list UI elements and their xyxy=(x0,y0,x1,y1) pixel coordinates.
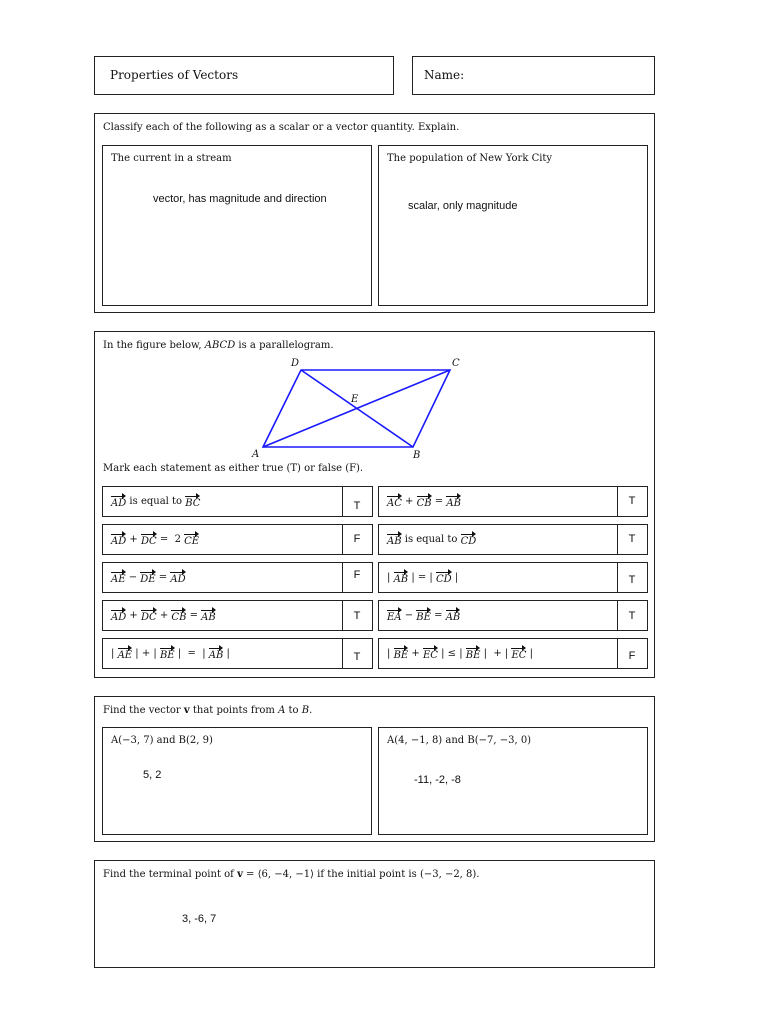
answer-box-3[interactable]: F xyxy=(342,525,371,554)
mark-prompt: Mark each statement as either true (T) or false (F). xyxy=(103,463,364,474)
statement-2 xyxy=(378,486,648,517)
vertex-d-label: D xyxy=(291,358,300,369)
answer-box-8[interactable]: T xyxy=(617,601,646,630)
statement-4 xyxy=(378,524,648,555)
classify-answer-1: vector, has magnitude and direction xyxy=(153,193,327,205)
vertex-b-label: B xyxy=(413,450,421,461)
parallelogram-lines xyxy=(263,370,450,447)
statement-4-text: AB is equal to CD xyxy=(387,534,477,547)
statement-3-text: AD + DC = 2 CE xyxy=(111,534,200,547)
name-label: Name: xyxy=(424,68,465,82)
answer-box-9[interactable]: T xyxy=(342,639,371,668)
classify-question-2: The population of New York City xyxy=(387,153,553,164)
statement-9 xyxy=(102,638,373,669)
find-vector-question-1: A(−3, 7) and B(2, 9) xyxy=(111,735,213,746)
statement-10 xyxy=(378,638,648,669)
answer-box-6[interactable]: T xyxy=(617,563,646,592)
terminal-point-section[interactable] xyxy=(94,860,655,968)
statement-2-text: AC + CB = AB xyxy=(387,496,461,509)
statement-3 xyxy=(102,524,373,555)
vertex-c-label: C xyxy=(452,358,460,369)
find-vector-cell-1[interactable] xyxy=(102,727,372,835)
answer-box-1[interactable]: T xyxy=(342,487,371,516)
diagonal-bd xyxy=(301,370,413,447)
statement-6-text: | AB | = | CD | xyxy=(387,572,459,585)
parallelogram-figure xyxy=(95,332,656,472)
find-vector-answer-1: 5, 2 xyxy=(143,769,162,781)
point-e-label: E xyxy=(351,394,359,405)
statement-7-text: AD + DC + CB = AB xyxy=(111,610,216,623)
find-vector-cell-2[interactable] xyxy=(378,727,648,835)
page-title: Properties of Vectors xyxy=(110,68,239,82)
statement-7 xyxy=(102,600,373,631)
classify-section xyxy=(94,113,655,313)
statement-5-text: AE − DE = AD xyxy=(111,572,186,585)
find-vector-section xyxy=(94,696,655,842)
statement-6 xyxy=(378,562,648,593)
find-vector-answer-2: -11, -2, -8 xyxy=(414,774,461,786)
vertex-a-label: A xyxy=(252,449,260,460)
classify-question-1: The current in a stream xyxy=(111,153,232,164)
classify-answer-2: scalar, only magnitude xyxy=(408,200,518,212)
classify-cell-2[interactable] xyxy=(378,145,648,306)
name-box[interactable] xyxy=(412,56,655,95)
terminal-point-answer: 3, -6, 7 xyxy=(182,913,217,925)
parallelogram-prompt: In the figure below, ABCD is a parallelogram. xyxy=(103,340,334,351)
title-box xyxy=(94,56,394,95)
statement-8-text: EA − BE = AB xyxy=(387,610,461,623)
answer-box-4[interactable]: T xyxy=(617,525,646,554)
parallelogram-section xyxy=(94,331,655,678)
answer-box-5[interactable]: F xyxy=(342,563,371,592)
classify-cell-1[interactable] xyxy=(102,145,372,306)
answer-box-7[interactable]: T xyxy=(342,601,371,630)
statement-5 xyxy=(102,562,373,593)
terminal-point-prompt: Find the terminal point of v = ⟨6, −4, −1⟩ if the initial point is (−3, −2, 8). xyxy=(103,869,480,880)
statement-1 xyxy=(102,486,373,517)
answer-box-10[interactable]: F xyxy=(617,639,646,668)
statement-1-text: AD is equal to BC xyxy=(111,496,201,509)
statement-8 xyxy=(378,600,648,631)
find-vector-prompt: Find the vector v that points from A to B. xyxy=(103,705,313,716)
classify-prompt: Classify each of the following as a scalar or a vector quantity. Explain. xyxy=(103,122,460,133)
statement-9-text: | AE | + | BE | = | AB | xyxy=(111,648,230,661)
statement-10-text: | BE + EC | ≤ | BE | + | EC | xyxy=(387,648,533,661)
answer-box-2[interactable]: T xyxy=(617,487,646,516)
find-vector-question-2: A(4, −1, 8) and B(−7, −3, 0) xyxy=(387,735,532,746)
